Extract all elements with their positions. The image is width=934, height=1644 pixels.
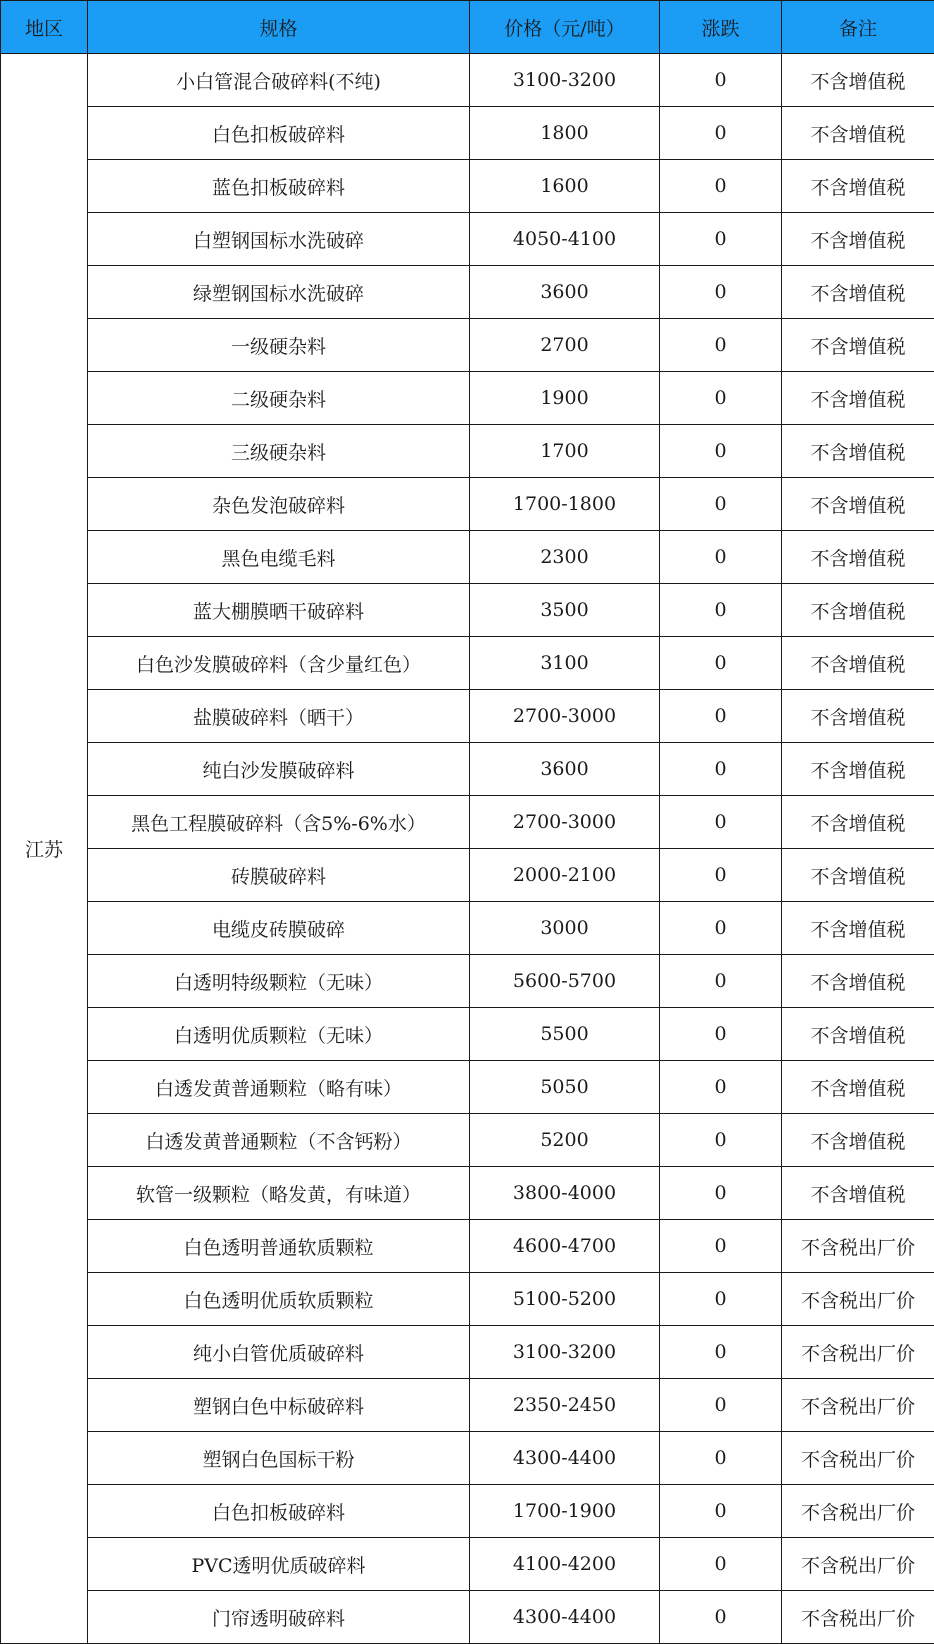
price-cell: 4050-4100	[470, 213, 660, 266]
change-cell: 0	[660, 54, 782, 107]
note-cell: 不含增值税	[782, 637, 934, 690]
header-spec: 规格	[88, 1, 470, 54]
change-cell: 0	[660, 1061, 782, 1114]
price-cell: 3600	[470, 266, 660, 319]
change-cell: 0	[660, 1220, 782, 1273]
change-cell: 0	[660, 425, 782, 478]
spec-cell: 塑钢白色国标干粉	[88, 1432, 470, 1485]
table-row	[1, 849, 934, 902]
note-cell: 不含税出厂价	[782, 1220, 934, 1273]
note-cell: 不含增值税	[782, 1114, 934, 1167]
price-cell: 5200	[470, 1114, 660, 1167]
price-cell: 5100-5200	[470, 1273, 660, 1326]
change-cell: 0	[660, 637, 782, 690]
table-row	[1, 531, 934, 584]
spec-cell: 二级硬杂料	[88, 372, 470, 425]
spec-cell: 塑钢白色中标破碎料	[88, 1379, 470, 1432]
table-row	[1, 1114, 934, 1167]
price-cell: 3500	[470, 584, 660, 637]
table-row	[1, 690, 934, 743]
note-cell: 不含增值税	[782, 213, 934, 266]
header-change: 涨跌	[660, 1, 782, 54]
header-row	[1, 1, 934, 54]
note-cell: 不含增值税	[782, 319, 934, 372]
change-cell: 0	[660, 584, 782, 637]
table-row	[1, 266, 934, 319]
price-cell: 4600-4700	[470, 1220, 660, 1273]
note-cell: 不含增值税	[782, 743, 934, 796]
spec-cell: 白色扣板破碎料	[88, 107, 470, 160]
table-row	[1, 160, 934, 213]
spec-cell: 盐膜破碎料（晒干）	[88, 690, 470, 743]
price-cell: 1800	[470, 107, 660, 160]
price-cell: 3100	[470, 637, 660, 690]
spec-cell: 白色透明普通软质颗粒	[88, 1220, 470, 1273]
spec-cell: 门帘透明破碎料	[88, 1591, 470, 1644]
change-cell: 0	[660, 319, 782, 372]
spec-cell: 白透明特级颗粒（无味）	[88, 955, 470, 1008]
table-row	[1, 213, 934, 266]
spec-cell: 白色沙发膜破碎料（含少量红色）	[88, 637, 470, 690]
spec-cell: 白色扣板破碎料	[88, 1485, 470, 1538]
change-cell: 0	[660, 1591, 782, 1644]
price-cell: 1700-1800	[470, 478, 660, 531]
change-cell: 0	[660, 743, 782, 796]
note-cell: 不含增值税	[782, 107, 934, 160]
spec-cell: 白透明优质颗粒（无味）	[88, 1008, 470, 1061]
header-region: 地区	[1, 1, 88, 54]
header-price: 价格（元/吨）	[470, 1, 660, 54]
note-cell: 不含增值税	[782, 955, 934, 1008]
price-cell: 2350-2450	[470, 1379, 660, 1432]
change-cell: 0	[660, 955, 782, 1008]
note-cell: 不含增值税	[782, 531, 934, 584]
table-row	[1, 1326, 934, 1379]
note-cell: 不含增值税	[782, 796, 934, 849]
change-cell: 0	[660, 1114, 782, 1167]
price-cell: 4100-4200	[470, 1538, 660, 1591]
table-body	[1, 54, 934, 1644]
spec-cell: 白色透明优质软质颗粒	[88, 1273, 470, 1326]
note-cell: 不含税出厂价	[782, 1485, 934, 1538]
table-row	[1, 478, 934, 531]
note-cell: 不含增值税	[782, 902, 934, 955]
spec-cell: 黑色工程膜破碎料（含5%-6%水）	[88, 796, 470, 849]
change-cell: 0	[660, 531, 782, 584]
note-cell: 不含税出厂价	[782, 1538, 934, 1591]
price-cell: 2700-3000	[470, 690, 660, 743]
price-cell: 2700-3000	[470, 796, 660, 849]
spec-cell: 杂色发泡破碎料	[88, 478, 470, 531]
spec-cell: 白透发黄普通颗粒（不含钙粉）	[88, 1114, 470, 1167]
price-cell: 3800-4000	[470, 1167, 660, 1220]
price-cell: 4300-4400	[470, 1591, 660, 1644]
note-cell: 不含增值税	[782, 690, 934, 743]
table-row	[1, 425, 934, 478]
spec-cell: PVC透明优质破碎料	[88, 1538, 470, 1591]
change-cell: 0	[660, 1485, 782, 1538]
spec-cell: 白塑钢国标水洗破碎	[88, 213, 470, 266]
price-cell: 1900	[470, 372, 660, 425]
spec-cell: 砖膜破碎料	[88, 849, 470, 902]
change-cell: 0	[660, 1538, 782, 1591]
price-cell: 3100-3200	[470, 1326, 660, 1379]
change-cell: 0	[660, 160, 782, 213]
note-cell: 不含增值税	[782, 54, 934, 107]
note-cell: 不含增值税	[782, 372, 934, 425]
table-row	[1, 584, 934, 637]
note-cell: 不含增值税	[782, 849, 934, 902]
table-row	[1, 1432, 934, 1485]
region-cell: 江苏	[1, 54, 88, 1644]
price-cell: 3100-3200	[470, 54, 660, 107]
price-cell: 3600	[470, 743, 660, 796]
change-cell: 0	[660, 1008, 782, 1061]
table-row	[1, 1379, 934, 1432]
spec-cell: 黑色电缆毛料	[88, 531, 470, 584]
table-header	[1, 1, 934, 54]
header-note: 备注	[782, 1, 934, 54]
price-cell: 4300-4400	[470, 1432, 660, 1485]
note-cell: 不含增值税	[782, 266, 934, 319]
spec-cell: 蓝大棚膜晒干破碎料	[88, 584, 470, 637]
price-cell: 3000	[470, 902, 660, 955]
note-cell: 不含税出厂价	[782, 1379, 934, 1432]
table-row	[1, 54, 934, 107]
table-row	[1, 1538, 934, 1591]
change-cell: 0	[660, 1167, 782, 1220]
spec-cell: 一级硬杂料	[88, 319, 470, 372]
change-cell: 0	[660, 690, 782, 743]
change-cell: 0	[660, 902, 782, 955]
price-cell: 2700	[470, 319, 660, 372]
price-cell: 2300	[470, 531, 660, 584]
spec-cell: 小白管混合破碎料(不纯)	[88, 54, 470, 107]
note-cell: 不含增值税	[782, 160, 934, 213]
note-cell: 不含税出厂价	[782, 1591, 934, 1644]
spec-cell: 三级硬杂料	[88, 425, 470, 478]
price-cell: 5600-5700	[470, 955, 660, 1008]
table-row	[1, 1008, 934, 1061]
table-row	[1, 902, 934, 955]
note-cell: 不含增值税	[782, 478, 934, 531]
table-row	[1, 637, 934, 690]
change-cell: 0	[660, 266, 782, 319]
table-row	[1, 1220, 934, 1273]
note-cell: 不含税出厂价	[782, 1432, 934, 1485]
table-row	[1, 955, 934, 1008]
change-cell: 0	[660, 1379, 782, 1432]
table-row	[1, 372, 934, 425]
spec-cell: 纯白沙发膜破碎料	[88, 743, 470, 796]
note-cell: 不含增值税	[782, 584, 934, 637]
change-cell: 0	[660, 213, 782, 266]
table-row	[1, 107, 934, 160]
price-cell: 2000-2100	[470, 849, 660, 902]
spec-cell: 白透发黄普通颗粒（略有味）	[88, 1061, 470, 1114]
spec-cell: 蓝色扣板破碎料	[88, 160, 470, 213]
note-cell: 不含增值税	[782, 1008, 934, 1061]
change-cell: 0	[660, 849, 782, 902]
change-cell: 0	[660, 372, 782, 425]
price-cell: 1600	[470, 160, 660, 213]
spec-cell: 绿塑钢国标水洗破碎	[88, 266, 470, 319]
change-cell: 0	[660, 796, 782, 849]
table-row	[1, 796, 934, 849]
note-cell: 不含增值税	[782, 1061, 934, 1114]
table-row	[1, 743, 934, 796]
table-row	[1, 1485, 934, 1538]
note-cell: 不含增值税	[782, 1167, 934, 1220]
price-cell: 5500	[470, 1008, 660, 1061]
table-row	[1, 1167, 934, 1220]
spec-cell: 软管一级颗粒（略发黄，有味道）	[88, 1167, 470, 1220]
change-cell: 0	[660, 107, 782, 160]
price-cell: 5050	[470, 1061, 660, 1114]
change-cell: 0	[660, 1273, 782, 1326]
change-cell: 0	[660, 1432, 782, 1485]
note-cell: 不含增值税	[782, 425, 934, 478]
note-cell: 不含税出厂价	[782, 1273, 934, 1326]
spec-cell: 电缆皮砖膜破碎	[88, 902, 470, 955]
table-row	[1, 1273, 934, 1326]
table-row	[1, 1061, 934, 1114]
price-cell: 1700-1900	[470, 1485, 660, 1538]
table-row	[1, 319, 934, 372]
note-cell: 不含税出厂价	[782, 1326, 934, 1379]
price-cell: 1700	[470, 425, 660, 478]
change-cell: 0	[660, 1326, 782, 1379]
spec-cell: 纯小白管优质破碎料	[88, 1326, 470, 1379]
change-cell: 0	[660, 478, 782, 531]
table-row	[1, 1591, 934, 1644]
